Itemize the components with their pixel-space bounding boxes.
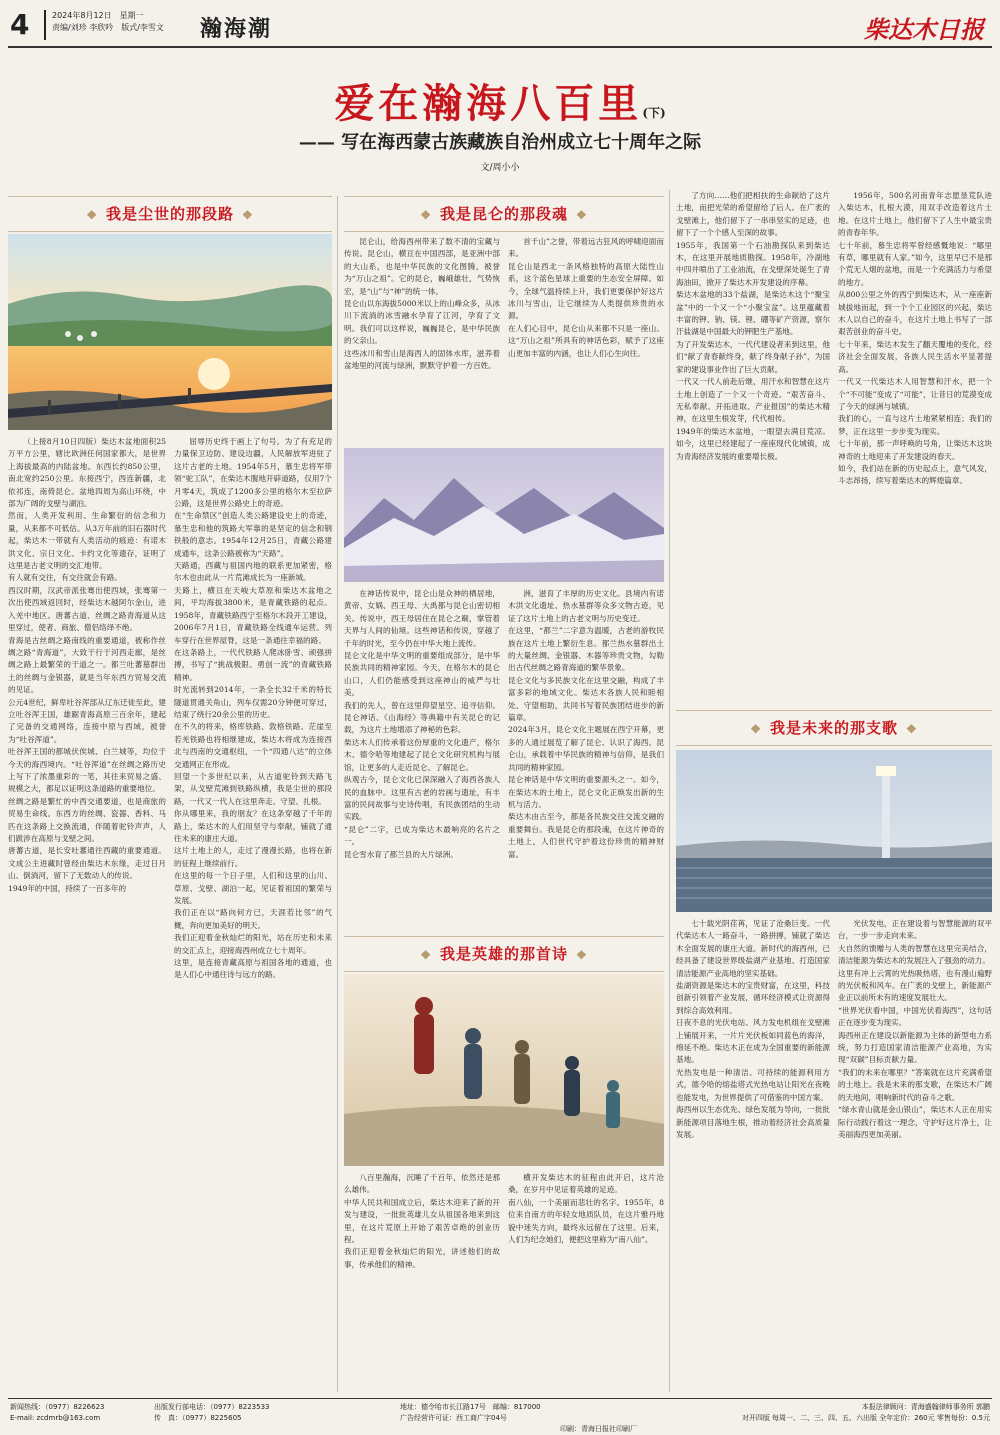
section-title: 我是昆仑的那段魂 xyxy=(439,205,568,223)
footer-printer: 印刷：青海日报社印刷厂 xyxy=(560,1425,637,1433)
footer-address xyxy=(400,1402,640,1424)
header-divider xyxy=(44,10,46,40)
text-3a: 了方向……他们把相扶的生命献给了这片土地，而把光荣的希望留给了后人。在广袤的戈壁滩上，他们留下了一串串坚实的足迹，也留下了一个个感人至深的故事。 1955年，我国第一个石油勘探队来到柴达木，在这里开展地质勘探。1958年，冷湖地中四井喷出了工业油流，在戈壁深处诞生了青海油田，掀开了柴达木开发建设的序幕。 柴达木盆地的33个盐湖，是柴达木这个“聚宝盆”中的一个又一个“小聚宝盆”。这里蕴藏着丰富的钾、钠、镁、锂、硼等矿产资源，察尔汗盐湖是中国最大的钾肥生产基地。 为了开发柴达木，一代代建设者来到这里，他们“献了青春献终身，献了终身献子孙”，为国家的建设事业作出了巨大贡献。 一代又一代人前赴后继，用汗水和智慧在这片土地上创造了一个又一个奇迹。“艰苦奋斗、无私奉献、开拓进取、产业报国”的柴达木精神，在这里生根发芽，代代相传。 1949年的柴达木盆地，一眼望去满目荒凉。如今，这里已经建起了一座座现代化城镇，成为青海经济发展的重要增长极。 xyxy=(676,191,830,461)
section-name: 瀚海潮 xyxy=(200,16,273,42)
text-2a: 昆仑山，给海西州带来了数不清的宝藏与传说。昆仑山，横亘在中国西部，是亚洲中部的大山系，也是中华民族的文化图腾，被誉为“万山之祖”。它的昆仑，巍峨雄壮，气势恢宏，是“山”与“神”的统一体。 昆仑山以东海拔5000米以上的山峰众多，从冰川下流淌的冰雪融水孕育了江河，孕育了文明。我们可以这样说，巍巍昆仑，是中华民族的父亲山。 这些冰川和雪山是海西人的固体水库，滋养着盆地里的河流与绿洲，默默守护着一方百姓。 xyxy=(344,237,500,371)
newspaper-logo: 柴达木日报 xyxy=(864,15,984,44)
section-banner-4 xyxy=(344,936,664,972)
landscape-illustration xyxy=(8,234,332,430)
column-3a xyxy=(676,190,830,702)
ornament-icon: ❖ xyxy=(576,948,588,962)
column-2b xyxy=(508,236,664,444)
text-1a: （上接8月10日四版）柴达木盆地面积25万平方公里，辖比欧洲任何国家都大，是世界上海拔最高的内陆盆地。东西长约850公里，南北宽约250公里。东接西宁，西连新疆，北依祁连，南倚昆仑。盆地四周为高山环绕，中部为广阔的戈壁与湖泊。 然而，人类开发利用、生命繁衍的信念和力量，从来都不可低估。从3万年前的旧石器时代起，柴达木一带就有人类活动的痕迹：有诺木洪文化、宗日文化、卡约文化等遗存，证明了这里是古老文明的交汇地带。 有人就有交往，有交往就会有路。 西汉时期，汉武帝派张骞出使西域，张骞第一次出使西域返回时，经柴达木越阿尔金山，进入羌中地区。唐蕃古道、丝绸之路青海道从这里穿过，使者、商旅、僧侣络绎不绝。 青海是古丝绸之路南线的重要通道，被称作丝绸之路“青海道”，大致干行于河西走廊，是丝绸之路上最繁荣的干道之一。都兰吐蕃墓群出土的丝绸与金银器，就是当年东西方贸易交流的见证。 公元4世纪，鲜卑吐谷浑部从辽东迁徙至此，建立吐谷浑王国，雄踞青海高原三百余年，建起了完备的交通网络，连接中原与西域，被誉为“吐谷浑道”。 吐谷浑王国的都城伏俟城、白兰城等，均位于今天的海西境内。“吐谷浑道”在丝绸之路历史上写下了浓墨重彩的一笔，其往来贸易之盛、规模之大，都足以证明这条道路的重要地位。 丝绸之路是繁忙的中西交通要道，也是商旅的贸易生命线。东西方的丝绸、瓷器、香料、马匹在这条路上交换流通，伴随着驼铃声声，人们跋涉在高原与戈壁之间。 唐蕃古道，是长安吐蕃通往西藏的重要通道。文成公主进藏时曾经由柴达木东缘，走过日月山、倒淌河，留下了无数动人的传说。 1949年的中国，持续了一百多年的 xyxy=(8,437,166,893)
text-3b: 1956年，500名河南青年志愿垦荒队进入柴达木，扎根大漠，用双手改造着这片土地。在这片土地上，他们留下了人生中最宝贵的青春年华。 七十年前，慕生忠将军曾经感慨地说：“哪里有草，哪里就有人家。”如今，这里早已不是那个荒无人烟的盆地，而是一个充满活力与希望的地方。 从800公里之外的西宁到柴达木，从一座座新城拔地而起，到一个个工业园区的兴起，柴达木人以自己的奋斗，在这片土地上书写了一部艰苦创业的奋斗史。 七十年来，柴达木发生了翻天覆地的变化，经济社会全面发展，各族人民生活水平显著提高。 一代又一代柴达木人用智慧和汗水，把一个个“不可能”变成了“可能”，让昔日的荒漠变成了今天的绿洲与城镇。 我们的心，一直与这片土地紧紧相连；我们的梦，正在这里一步步变为现实。 七十年前，那一声呼唤的号角，让柴达木这块神奇的土地迎来了开发建设的春天。 如今，我们站在新的历史起点上，意气风发，斗志昂扬，续写着柴达木的辉煌篇章。 xyxy=(838,191,992,486)
column-divider xyxy=(337,196,338,1392)
text-2c: 在神话传说中，昆仑山是众神的栖居地，黄帝、女娲、西王母、大禹都与昆仑山密切相关。传说中，西王母居住在昆仑之巅，掌管着天界与人间的仙境。这些神话和传说，穿越了千年的时光，至今仍在中华大地上流传。 昆仑文化是中华文明的重要组成部分，是中华民族共同的精神家园。今天，在格尔木的昆仑山口，人们仍能感受到这座神山的威严与壮美。 我们的先人，曾在这里仰望星空、追寻信仰。昆仑神话、《山海经》等典籍中有关昆仑的记载，为这片土地增添了神秘的色彩。 柴达木人们传承着这份厚重的文化遗产，格尔木、德令哈等地建起了昆仑文化研究机构与展馆，让更多的人走近昆仑、了解昆仑。 纵观古今，昆仑文化已深深融入了海西各族人民的血脉中。这里有古老的岩画与遗址，有丰富的民间故事与史诗传唱，有民族团结的生动实践。 “昆仑”二字，已成为柴达木最响亮的名片之一。 昆仑雪水育了都兰县的大片绿洲。 xyxy=(344,589,500,859)
distribution-phone: 出版发行部电话：（0977）8223533 xyxy=(154,1403,270,1411)
text-3c: 七十载光阴荏苒，见证了沧桑巨变。一代代柴达木人一路奋斗，一路拼搏，铺就了柴达木全面发展的康庄大道。新时代的海西州，已经具备了建设世界级盐湖产业基地、打造国家清洁能源产业高地的坚实基础。 盐湖资源是柴达木的宝贵财富，在这里，科技创新引领着产业发展，循环经济模式让资源得到综合高效利用。 日夜不息的光伏电站、风力发电机组在戈壁滩上铺展开来，一片片光伏板如同蓝色的海洋，绵延不绝。柴达木正在成为全国重要的新能源基地。 光热发电是一种清洁、可持续的能源利用方式，德令哈的熔盐塔式光热电站让阳光在夜晚也能发电，为世界提供了可借鉴的中国方案。 海西州以生态优先、绿色发展为导向，一批批新能源项目落地生根，推动着经济社会高质量发展。 xyxy=(676,919,830,1139)
column-3d xyxy=(838,918,992,1392)
footer-legal xyxy=(690,1402,990,1424)
ornament-icon: ❖ xyxy=(86,208,98,222)
ornament-icon: ❖ xyxy=(906,722,918,736)
column-1b xyxy=(174,436,332,1392)
painting-snow-mountains xyxy=(344,448,664,582)
header-meta xyxy=(52,10,164,34)
header-rule xyxy=(8,46,992,48)
text-2b: 首千山”之誉，带着远古狂风的呼啸迎面而来。 昆仑山是西北一条风格独特的高原大陆性山系，这个蓝色星球上重要的生态安全屏障。如今，全球气温持续上升，我们更要保护好这片冰川与雪山，让它继续为人类提供珍贵的水源。 在人们心目中，昆仑山从来都不只是一座山。这“万山之祖”所具有的神话色彩，赋予了这座山更加丰富的内涵，也让人们心生向往。 xyxy=(508,237,664,358)
text-4a: 八百里瀚海，沉睡了千百年，依然还是那么雄伟。 中华人民共和国成立后，柴达木迎来了新的开发与建设，一批批英雄儿女从祖国各地来到这里，在这片荒原上开始了艰苦卓绝的创业历程。 我们正迎着金秋灿烂的阳光，讲述他们的故事，传承他们的精神。 xyxy=(344,1173,500,1269)
legal-counsel: 本报法律顾问：青海盛翰律师事务所 郭鹏 xyxy=(861,1403,990,1411)
column-1a xyxy=(8,436,166,1392)
ornament-icon: ❖ xyxy=(420,208,432,222)
ornament-icon: ❖ xyxy=(576,208,588,222)
title-text: 爱在瀚海八百里 xyxy=(334,80,643,127)
address: 地址：德令哈市长江路17号 邮编：817000 xyxy=(400,1403,541,1411)
text-2d: 洲，滋育了丰厚的历史文化。县境内有诺木洪文化遗址、热水墓群等众多文物古迹，见证了这片土地上的古老文明与历史变迁。 在这里，“都兰”二字意为温暖，古老的游牧民族在这片土地上繁衍生息。都兰热水墓群出土的大量丝绸、金银器、木器等珍贵文物，勾勒出古代丝绸之路青海道的繁华景象。 昆仑文化与多民族文化在这里交融，构成了丰富多彩的地域文化。柴达木各族人民和睦相处、守望相助，共同书写着民族团结进步的新篇章。 2024年3月，昆仑文化主题展在西宁开幕，更多的人通过展览了解了昆仑、认识了海西。昆仑山，承载着中华民族的精神与信仰，是我们共同的精神家园。 昆仑神话是中华文明的重要源头之一。如今，在柴达木的土地上，昆仑文化正焕发出新的生机与活力。 柴达木由古至今，都是各民族交往交流交融的重要舞台。我是昆仑的那段魂，在这片神奇的土地上，人们世代守护着这份珍贵的精神财富。 xyxy=(508,589,664,859)
news-hotline: 新闻热线：（0977）8226623 xyxy=(10,1403,105,1411)
people-illustration xyxy=(344,974,664,1166)
ad-license: 广告经营许可证：西工商广字04号 xyxy=(400,1414,507,1422)
section-title: 我是尘世的那段路 xyxy=(105,205,234,223)
text-3d: 光伏发电，正在建设着与智慧能源的双平台，一步一步走向未来。 大自然的馈赠与人类的智慧在这里完美结合，清洁能源为柴达木的发展注入了强劲的动力。 这里有冲上云霄的光热吸热塔，也有漫山遍野的光伏板和风车。在广袤的戈壁上，新能源产业正以前所未有的速度发展壮大。 “世界光伏看中国，中国光伏看海西”，这句话正在逐步变为现实。 海西州正在建设以新能源为主体的新型电力系统，努力打造国家清洁能源产业高地，为实现“双碳”目标贡献力量。 “我们的未来在哪里？”答案就在这片充满希望的土地上。我是未来的那支歌，在柴达木广阔的天地间，唱响新时代的奋斗之歌。 “绿水青山就是金山银山”，柴达木人正在用实际行动践行着这一理念，守护好这片净土，让美丽海西更加美丽。 xyxy=(838,919,992,1139)
mountain-illustration xyxy=(344,448,664,582)
footer-distribution xyxy=(154,1402,354,1424)
section-banner-2 xyxy=(344,196,664,232)
column-4a xyxy=(344,1172,500,1392)
column-2a xyxy=(344,236,500,444)
page-number: 4 xyxy=(10,8,30,41)
column-3b xyxy=(838,190,992,702)
column-divider xyxy=(669,190,670,1392)
ornament-icon: ❖ xyxy=(242,208,254,222)
section-banner-1 xyxy=(8,196,332,232)
painting-people-walking xyxy=(344,974,664,1166)
footer-rule xyxy=(8,1398,992,1399)
column-4b xyxy=(508,1172,664,1392)
column-3c xyxy=(676,918,830,1392)
fax: 传 真：（0977）8225605 xyxy=(154,1414,242,1422)
section-banner-3 xyxy=(676,710,992,746)
text-1b: 屈辱历史终于画上了句号。为了有充足的力量保卫边防、建设边疆，人民解放军进驻了这片古老的土地。1954年5月，慕生忠将军带领“驼工队”，在柴达木腹地开辟道路，仅用7个月零4天，筑成了1200多公里的格尔木至拉萨公路，这是世界公路史上的奇迹。 在“生命禁区”创造人类公路建设史上的奇迹，慕生忠和他的筑路大军靠的是坚定的信念和钢铁般的意志。1954年12月25日，青藏公路建成通车，这条公路被称为“天路”。 天路通，西藏与祖国内地的联系更加紧密，格尔木也由此从一片荒滩成长为一座新城。 天路上，横亘在天峻大草原和柴达木盆地之间，平均海拔3800米，是青藏铁路的起点。1958年，青藏铁路西宁至格尔木段开工建设，2006年7月1日，青藏铁路全线通车运营。列车穿行在世界屋脊，这是一条通往幸福的路。 在这条路上，一代代铁路人爬冰卧雪、顽强拼搏，书写了“挑战极限、勇创一流”的青藏铁路精神。 时光流转到2014年，一条全长32千米的特长隧道贯通关角山，列车仅需20分钟便可穿过，结束了绕行20余公里的历史。 在不久的将来，格库铁路、敦格铁路、茫崖至若羌铁路也将相继建成，柴达木将成为连接西北与西南的交通枢纽，一个“四通八达”的立体交通网正在形成。 回望一个多世纪以来，从古道驼铃到天路飞架，从戈壁荒滩到铁路纵横，我是尘世的那段路，一代又一代人在这里奔走、守望、扎根。 你从哪里来，我的朋友？在这条穿越了千年的路上，柴达木的人们用坚守与奉献，铺就了通往未来的康庄大道。 这片土地上的人，走过了漫漫长路，也将在新的征程上继续前行。 在这里的每一个日子里，人们和这里的山川、草原、戈壁、湖泊一起，见证着祖国的繁荣与发展。 我们正在以“路向何方已，天涯若比邻”的气概，奔向更加美好的明天。 我们正迎着金秋灿烂的阳光，站在历史和未来的交汇点上，迎接海西州成立七十周年。 这里，是连接青藏高原与祖国各地的通道，也是人们心中通往诗与远方的路。 xyxy=(174,437,332,980)
text-4b: 横开发柴达木的征程由此开启，这片沧桑，在岁月中见证着英雄的足迹。 南八仙，一个美丽而悲壮的名字。1955年，8位来自南方的年轻女地质队员，在这片雅丹地貌中迷失方向，最终永远留在了这里。后来，人们为纪念她们，便把这里称为“南八仙”。 xyxy=(508,1173,664,1245)
footer-contact xyxy=(10,1402,150,1424)
email: E-mail: zcdmrb@163.com xyxy=(10,1414,101,1422)
title-suffix: (下) xyxy=(642,106,666,120)
ornament-icon: ❖ xyxy=(750,722,762,736)
photo-solar-tower xyxy=(676,750,992,912)
section-title: 我是未来的那支歌 xyxy=(769,719,898,737)
article-subtitle: —— 写在海西蒙古族藏族自治州成立七十周年之际 xyxy=(298,132,702,153)
pricing: 对开四版 每周一、二、三、四、五、六出版 全年定价：260元 零售每份：0.5元 xyxy=(741,1414,990,1422)
ornament-icon: ❖ xyxy=(420,948,432,962)
date-line: 2024年8月12日 星期一 xyxy=(52,11,144,20)
column-2d xyxy=(508,588,664,930)
solar-plant-illustration xyxy=(676,750,992,912)
article-title xyxy=(0,72,1000,129)
byline: 文/周小小 xyxy=(480,163,520,173)
editors-line: 责编/刘珍 李欣吟 版式/李雪文 xyxy=(52,23,164,32)
section-title: 我是英雄的那首诗 xyxy=(439,945,568,963)
painting-road-sunset xyxy=(8,234,332,430)
column-2c xyxy=(344,588,500,930)
